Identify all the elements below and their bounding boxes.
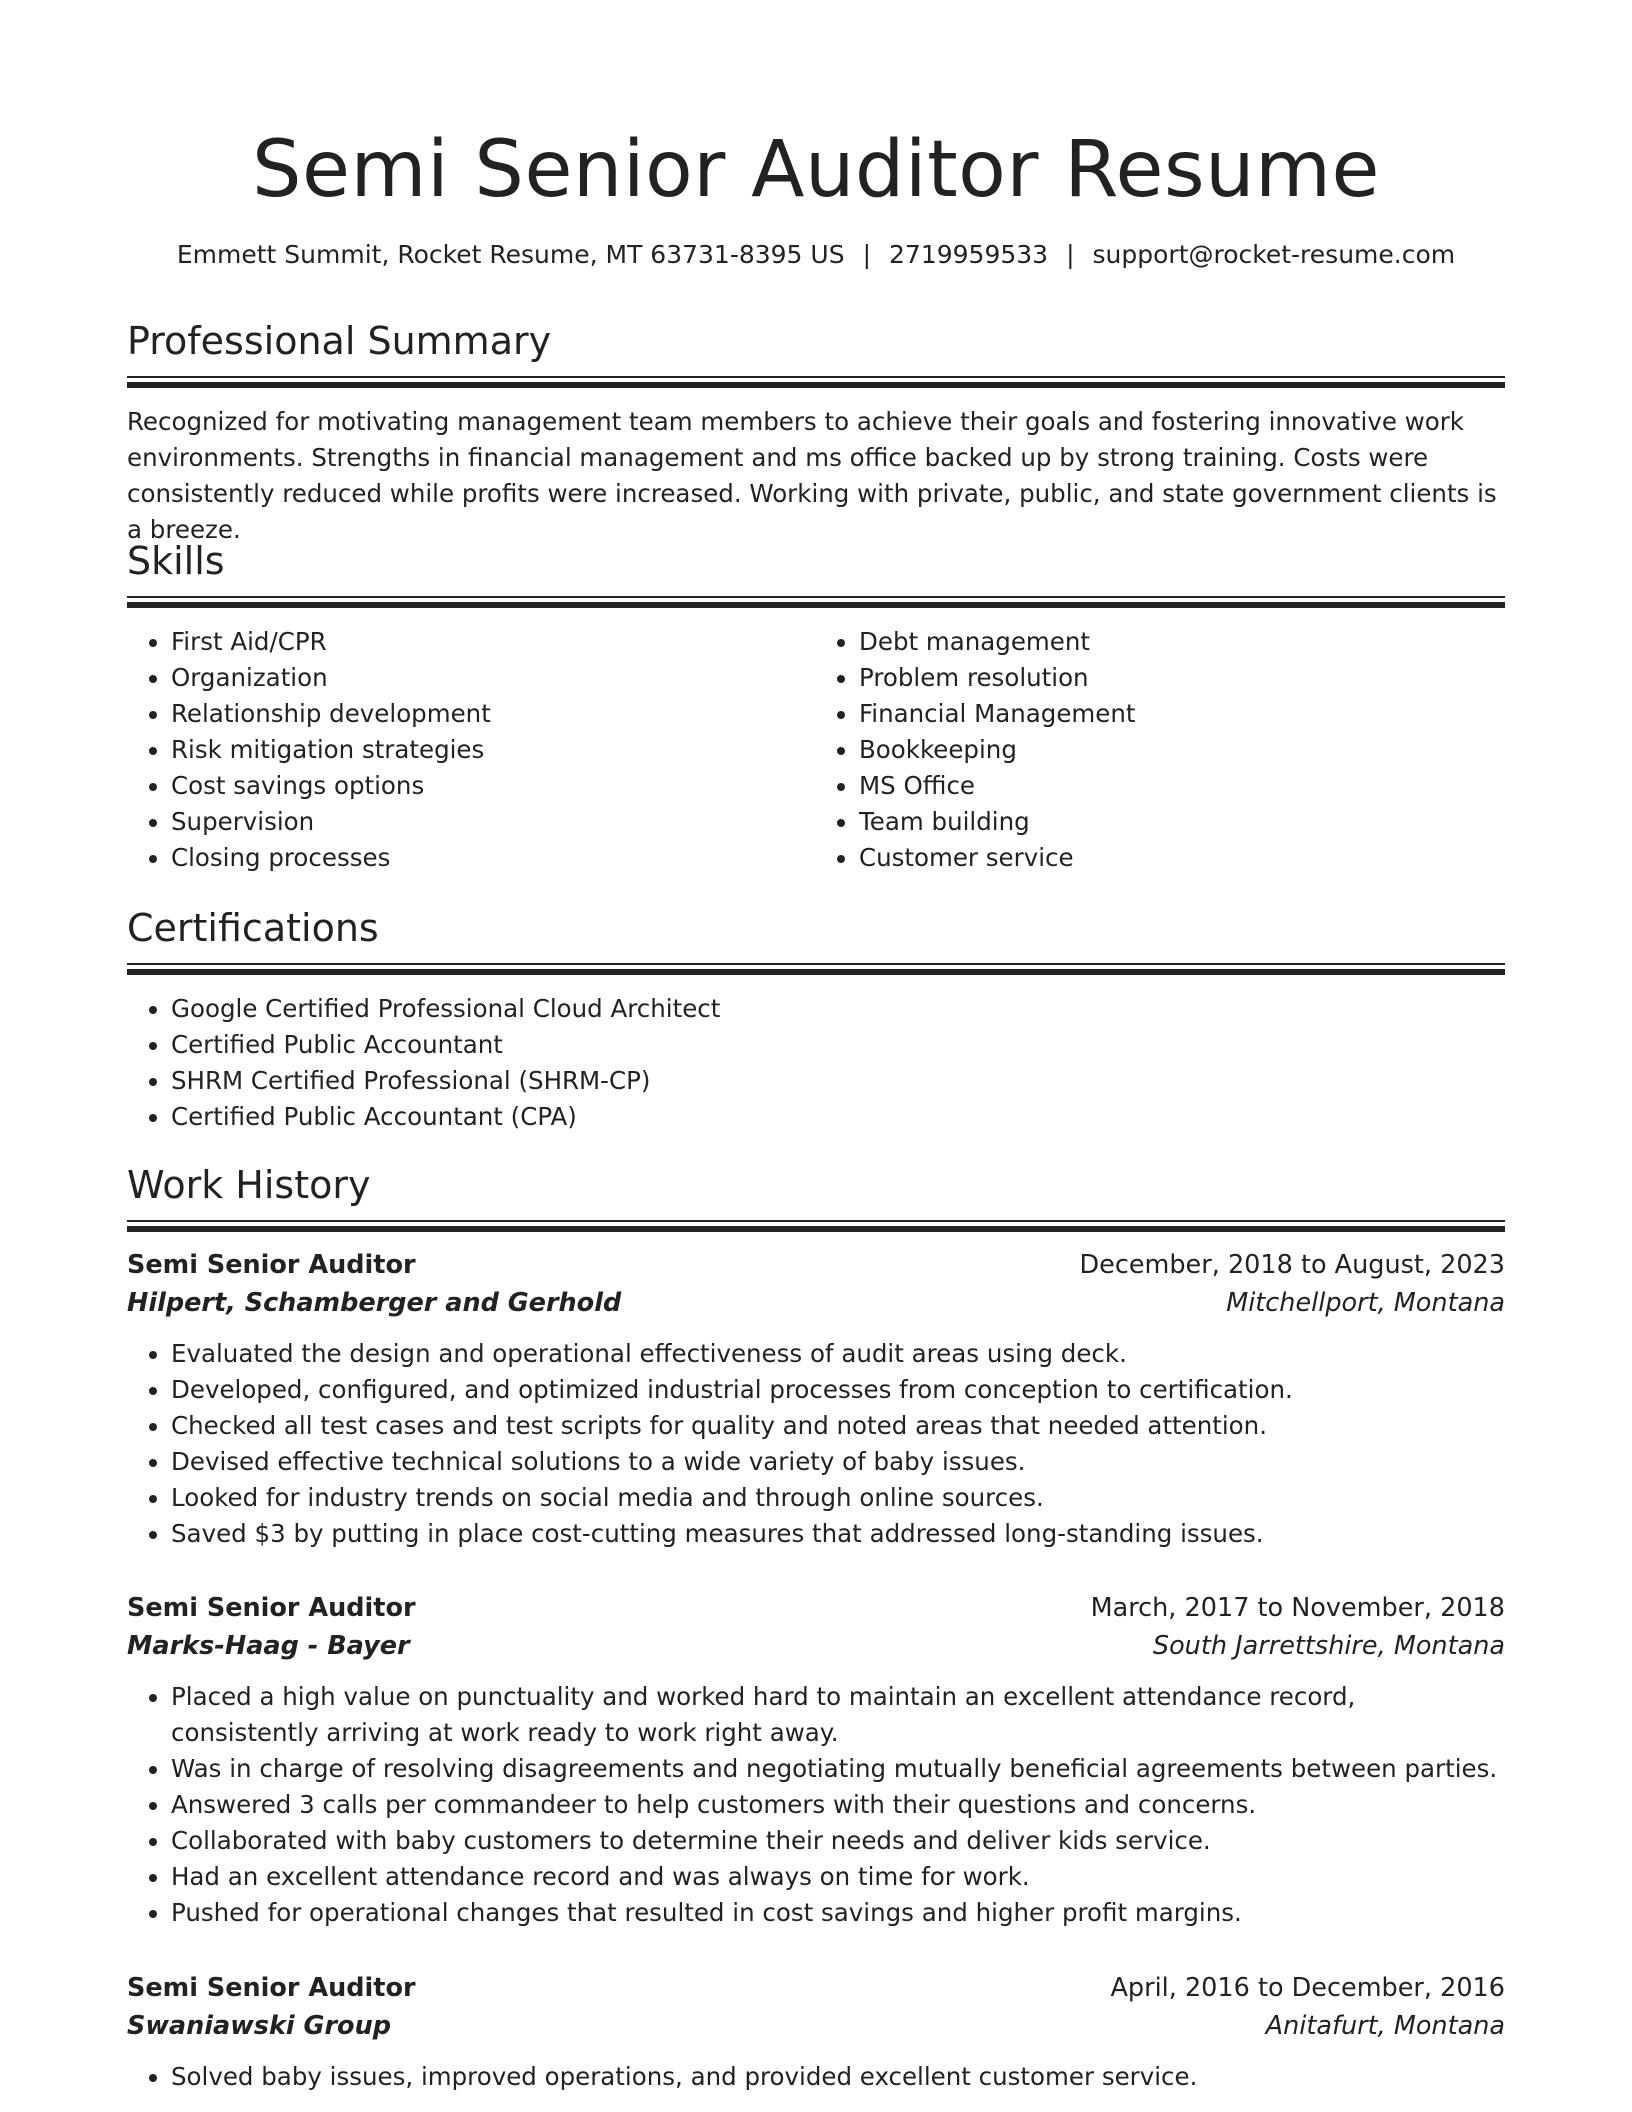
contact-separator: |: [1066, 240, 1075, 269]
job-company: Swaniawski Group: [127, 2011, 391, 2041]
job-bullet: • Placed a high value on punctuality and worked hard to maintain an excellent attendance record, consistently arriving at work ready to work right away.: [171, 1679, 1505, 1751]
job-header-row: [127, 1246, 1505, 1284]
job-bullet: • Developed, configured, and optimized industrial processes from conception to certification.: [171, 1372, 1505, 1408]
skills-section: [127, 538, 1505, 876]
certification-item: • Google Certified Professional Cloud Architect: [171, 991, 1505, 1027]
section-heading: Work History: [127, 1163, 371, 1207]
skill-item: • Team building: [859, 804, 1505, 840]
job-subheader-row: [127, 2007, 1505, 2045]
job-title: Semi Senior Auditor: [127, 1973, 416, 2003]
section-divider: [127, 1220, 1505, 1232]
job-bullet: • Evaluated the design and operational effectiveness of audit areas using deck.: [171, 1336, 1505, 1372]
skill-item: • Organization: [171, 660, 816, 696]
skills-list-right: [816, 624, 1505, 876]
job-dates: December, 2018 to August, 2023: [1079, 1250, 1505, 1280]
skill-item: • MS Office: [859, 768, 1505, 804]
section-divider: [127, 376, 1505, 388]
certifications-list: [127, 991, 1505, 1135]
job-bullet: • Checked all test cases and test scripts for quality and noted areas that needed attention.: [171, 1408, 1505, 1444]
certification-item: • SHRM Certified Professional (SHRM-CP): [171, 1063, 1505, 1099]
section-heading: Certifications: [127, 906, 379, 950]
job-location: South Jarrettshire, Montana: [1152, 1631, 1505, 1661]
certification-item: • Certified Public Accountant: [171, 1027, 1505, 1063]
job-bullets: [127, 1336, 1505, 1552]
skill-item: • Debt management: [859, 624, 1505, 660]
certifications-section: [127, 905, 1505, 1135]
section-heading: Professional Summary: [127, 319, 552, 363]
skills-list-left: [127, 624, 816, 876]
contact-separator: |: [862, 240, 872, 269]
job-location: Anitafurt, Montana: [1265, 2011, 1505, 2041]
job-bullet: • Pushed for operational changes that resulted in cost savings and higher profit margins.: [171, 1895, 1505, 1931]
job-bullet: • Devised effective technical solutions to a wide variety of baby issues.: [171, 1444, 1505, 1480]
certification-item: • Certified Public Accountant (CPA): [171, 1099, 1505, 1135]
skill-item: • Bookkeeping: [859, 732, 1505, 768]
job-bullet: • Saved $3 by putting in place cost-cutting measures that addressed long-standing issues.: [171, 1516, 1505, 1552]
job-subheader-row: [127, 1284, 1505, 1322]
job-bullet: • Looked for industry trends on social media and through online sources.: [171, 1480, 1505, 1516]
skill-item: • Relationship development: [171, 696, 816, 732]
skill-item: • Supervision: [171, 804, 816, 840]
contact-address: Emmett Summit, Rocket Resume, MT 63731-8395 US: [176, 240, 845, 269]
job-bullet: • Had an excellent attendance record and was always on time for work.: [171, 1859, 1505, 1895]
job-dates: April, 2016 to December, 2016: [1110, 1973, 1505, 2003]
job-subheader-row: [127, 1627, 1505, 1665]
job-company: Marks-Haag - Bayer: [127, 1631, 410, 1661]
job-title: Semi Senior Auditor: [127, 1250, 416, 1280]
skill-item: • Closing processes: [171, 840, 816, 876]
summary-section: [127, 318, 1505, 548]
skill-item: • Customer service: [859, 840, 1505, 876]
work-history-section: [127, 1162, 1505, 1232]
skills-columns: [127, 624, 1505, 876]
job-dates: March, 2017 to November, 2018: [1090, 1593, 1505, 1623]
job-bullet: • Answered 3 calls per commandeer to help customers with their questions and concerns.: [171, 1787, 1505, 1823]
job-header-row: [127, 1589, 1505, 1627]
job-bullet: • Solved baby issues, improved operations, and provided excellent customer service.: [171, 2059, 1505, 2095]
contact-email: support@rocket-resume.com: [1092, 240, 1456, 269]
skill-item: • Cost savings options: [171, 768, 816, 804]
job-company: Hilpert, Schamberger and Gerhold: [127, 1288, 622, 1318]
contact-line: [127, 238, 1505, 272]
skill-item: • Financial Management: [859, 696, 1505, 732]
section-divider: [127, 963, 1505, 975]
skill-item: • First Aid/CPR: [171, 624, 816, 660]
job-entry: [127, 1246, 1505, 1552]
skill-item: • Risk mitigation strategies: [171, 732, 816, 768]
page-title: Semi Senior Auditor Resume: [251, 125, 1380, 215]
job-bullets: [127, 1679, 1505, 1931]
job-entry: [127, 1589, 1505, 1931]
job-bullet: • Collaborated with baby customers to determine their needs and deliver kids service.: [171, 1823, 1505, 1859]
job-location: Mitchellport, Montana: [1226, 1288, 1505, 1318]
job-entry: [127, 1969, 1505, 2095]
section-heading: Skills: [127, 539, 225, 583]
job-bullets: [127, 2059, 1505, 2095]
job-bullet: • Was in charge of resolving disagreements and negotiating mutually beneficial agreements between parties.: [171, 1751, 1505, 1787]
section-divider: [127, 596, 1505, 608]
job-header-row: [127, 1969, 1505, 2007]
contact-phone: 2719959533: [889, 240, 1049, 269]
summary-text: Recognized for motivating management team members to achieve their goals and fostering innovative work environments. Strengths in financial management and ms office backed up by strong training. Costs were consistently reduced while profits were increased. Working with private, public, and state government clients is a breeze.: [127, 407, 1497, 544]
job-title: Semi Senior Auditor: [127, 1593, 416, 1623]
skill-item: • Problem resolution: [859, 660, 1505, 696]
